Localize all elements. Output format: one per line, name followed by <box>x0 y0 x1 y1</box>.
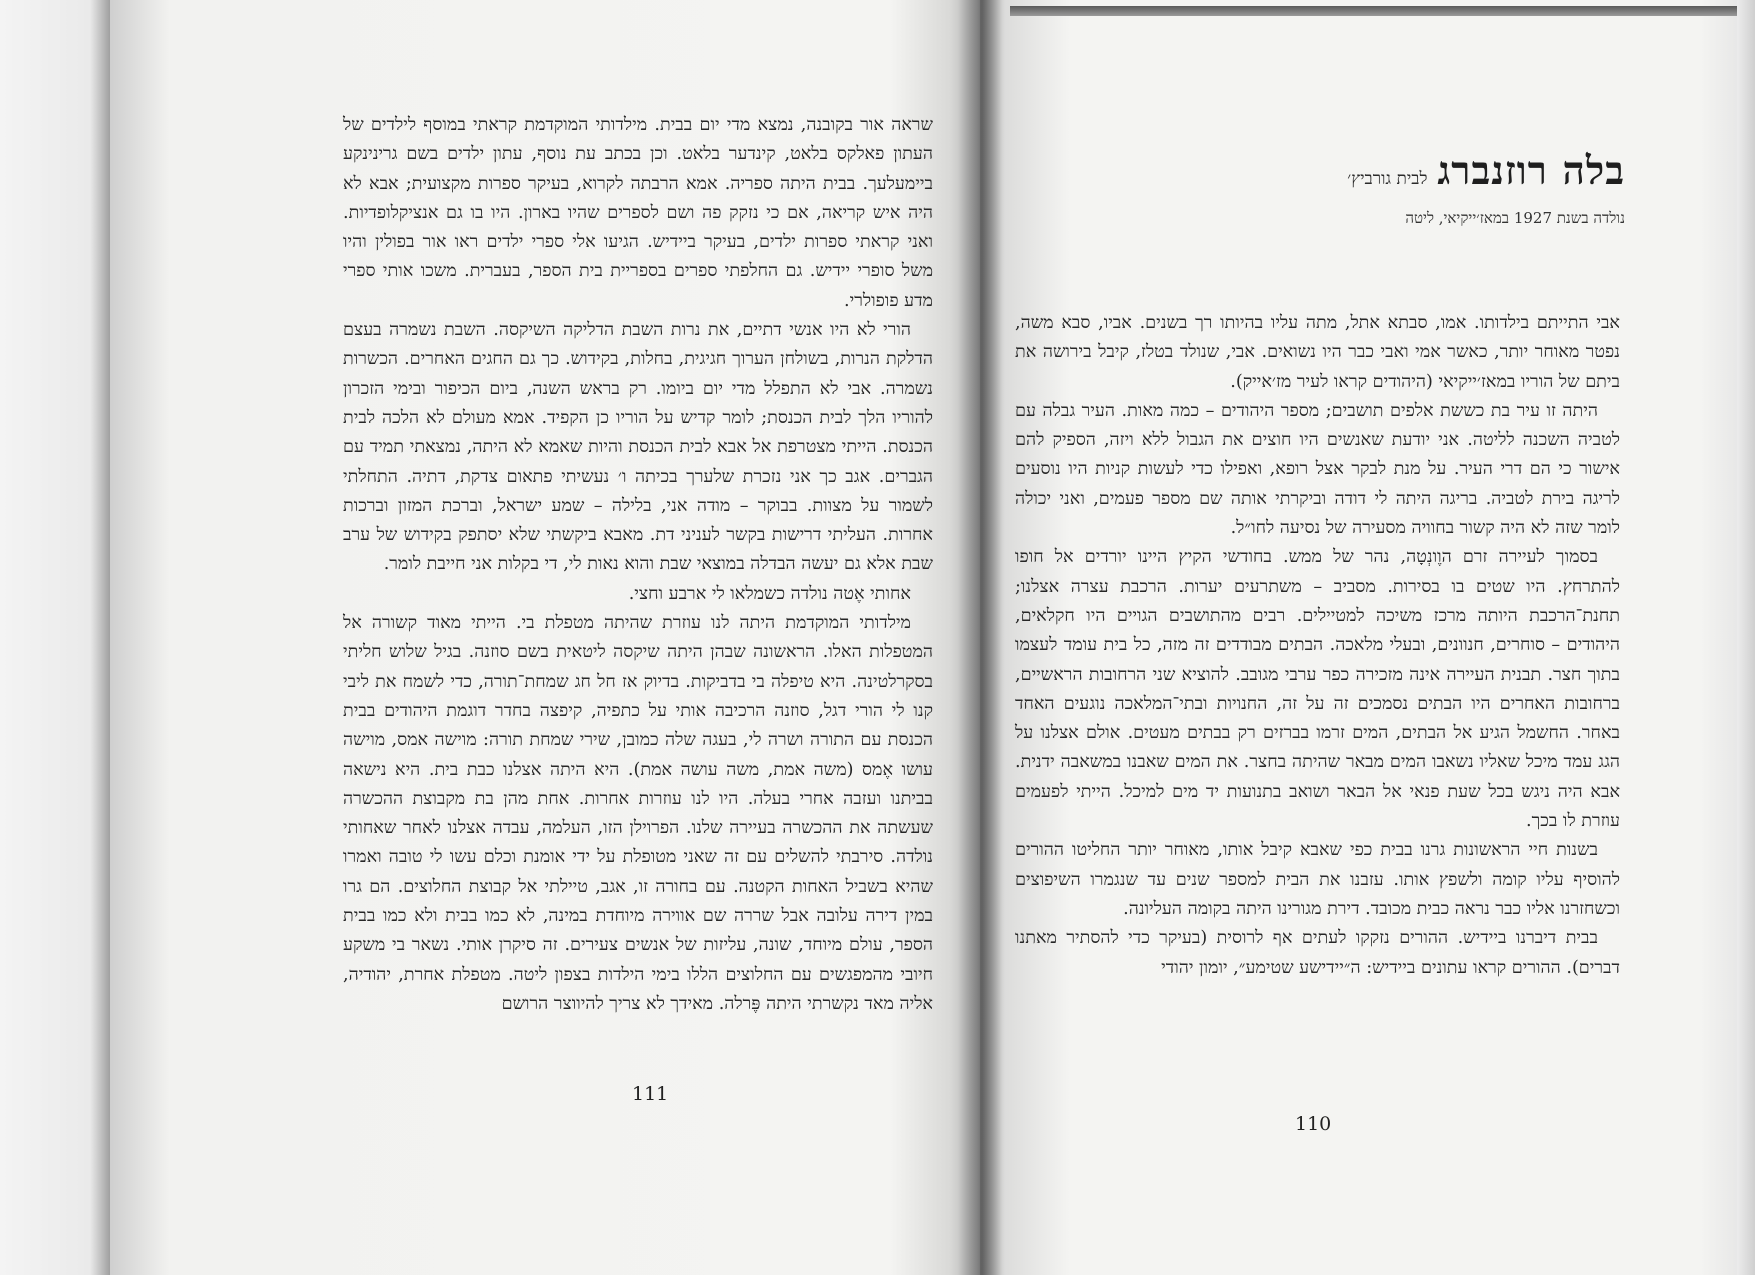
paragraph: אבי התייתם בילדותו. אמו, סבתא אתל, מתה עליו בהיותו רך בשנים. אביו, סבא משה, נפטר מאוחר יותר, כאשר אמי ואבי כבר היו נשואים. אבי, שנולד בטלז, קיבל בירושה את ביתם של הוריו במאז׳ייקיאי (היהודים קראו לעיר מז׳אייק). <box>1015 313 1620 392</box>
right-page-text <box>1015 309 1620 983</box>
paragraph: אחותי אֶטה נולדה כשמלאו לי ארבע וחצי. <box>628 583 911 604</box>
paragraph: מילדותי המוקדמת היתה לנו עוזרת שהיתה מטפלת בי. הייתי מאוד קשורה אל המטפלות האלו. הראשונה שבהן היתה שיקסה ליטאית בשם סוזנה. בגיל שלוש חליתי בסקרלטינה. היא טיפלה בי בדביקות. בדיוק אז חל חג שמחת־תורה, כדי לשמח את ליבי קנו לי הורי דגל, סוזנה הרכיבה אותי על כתפיה, קיפצה בחדר דוגמת היהודים בבית הכנסת עם התורה ושרה לי, בעגה שלה כמובן, שירי שמחת תורה: מוישה אמס, מוישה עושו אֶמס (משה אמת, משה עושה אמת). היא היתה אצלנו כבת בית. היא נישאה בביתנו ועזבה אחרי בעלה. היו לנו עוזרות אחרות. אחת מהן בת מקבוצת ההכשרה שעשתה את ההכשרה בעיירה שלנו. הפרוילן הזו, העלמה, עבדה אצלנו לאחר שאחותי נולדה. סירבתי להשלים עם זה שאני מטופלת על ידי אומנת וכלם עשו לי טובה ואמרו שהיא בשביל האחות הקטנה. עם בחורה זו, אגב, טיילתי אל קבוצת החלוצים. הם גרו במין דירה עלובה אבל שררה שם אווירה מיוחדת במינה, לא כמו בבית ולא כמו בבית הספר, עולם מיוחד, שונה, עליזות של אנשים צעירים. זה סיקרן אותי. נשאר בי משקע חיובי מהמפגשים עם החלוצים הללו בימי הילדות בצפון ליטה. מטפלת אחרת, יהודיה, אליה מאד נקשרתי היתה פֶּרלה. מאידך לא צריך להיווצר הרושם <box>343 613 933 1014</box>
paragraph: בשנות חיי הראשונות גרנו בבית כפי שאבא קיבל אותו, מאוחר יותר החליטו ההורים להוסיף עליו קומה ולשפץ אותו. עזבנו את הבית למספר שנים עד שנגמרו השיפוצים וכשחזרנו אליו כבר נראה כבית מכובד. דירת מגורינו היתה בקומה העליונה. <box>1015 840 1620 919</box>
page-number-left: 111 <box>632 1083 669 1105</box>
scan-margin-right <box>1737 0 1755 1275</box>
paragraph: בסמוך לעיירה זרם הוֶונְטָה, נהר של ממש. בחודשי הקיץ היינו יורדים אל חופו להתרחץ. היו שטים בו בסירות. מסביב – משתרעים יערות. הרכבת עצרה אצלנו; תחנת־הרכבת היותה מרכז משיכה למטיילים. רבים מהתושבים הגויים היו חקלאים, היהודים – סוחרים, חנוונים, ובעלי מלאכה. הבתים מבודדים זה מזה, כל בית עומד לעצמו בתוך חצר. תבנית העיירה אינה מזכירה כפר ערבי מגובב. להוציא שני הרחובות הראשיים, ברחובות האחרים היו הבתים נסמכים זה על זה, החנויות ובתי־המלאכה נוגעים האחד באחר. החשמל הגיע אל הבתים, המים זרמו בברזים רק בבתים מעטים. אולם אצלנו על הגג עמד מיכל שאליו נשאבו המים מבאר שהיתה בחצר. את המים שאבנו במשאבה ידנית. אבא היה ניגש בכל שעת פנאי אל הבאר ושואב בתנועות יד מים למיכל. הייתי לפעמים עוזרת לו בכך. <box>1015 547 1620 832</box>
book-spine-shadow <box>958 0 1002 1275</box>
paragraph: היתה זו עיר בת כששת אלפים תושבים; מספר היהודים – כמה מאות. העיר גבלה עם לטביה השכנה לליטה. אני יודעת שאנשים היו חוצים את הגבול ללא ויזה, הספיק להם אישור כי הם דרי העיר. על מנת לבקר אצל רופא, ואפילו כדי לעשות קניות היו נוסעים לריגה בירת לטביה. בריגה היתה לי דודה וביקרתי אותה שם מספר פעמים, ואני יכולה לומר שזה לא היה קשור בחוויה מסעירה של נסיעה לחו״ל. <box>1015 400 1620 539</box>
title-maiden-name: לבית גורביץ׳ <box>1347 169 1428 189</box>
paragraph: בבית דיברנו ביידיש. ההורים נזקקו לעתים אף לרוסית (בעיקר כדי להסתיר מאתנו דברים). ההורים קראו עתונים ביידיש: ה״יידישע שטימע״, יומון יהודי <box>1015 928 1620 978</box>
title-name: בלה רוזנברג <box>1437 148 1625 194</box>
chapter-subtitle: נולדה בשנת 1927 במאז׳ייקיאי, ליטה <box>1405 209 1625 227</box>
page-number-right: 110 <box>1295 1113 1332 1135</box>
paragraph: שראה אור בקובנה, נמצא מדי יום בבית. מילדותי המוקדמת קראתי במוסף לילדים של העתון פאלקס בלאט, קינדער בלאט. וכן בכתב עת נוסף, עתון ילדים בשם גרינינקע ביימעלעך. בבית היתה ספריה. אמא הרבתה לקרוא, בעיקר ספרות מקצועית; אבא לא היה איש קריאה, אם כי נזקק פה ושם לספרים שהיו בארון. היו בו גם אנציקלופדיות. ואני קראתי ספרות ילדים, בעיקר ביידיש. הגיעו אלי ספרי ילדים ראו אור בפולין והיו משל סופרי יידיש. גם החלפתי ספרים בספריית בית הספר, בעברית. משכו אותי ספרי מדע פופולרי. <box>343 115 933 311</box>
scan-top-edge <box>1010 6 1750 16</box>
paragraph: הורי לא היו אנשי דתיים, את נרות השבת הדליקה השיקסה. השבת נשמרה בעצם הדלקת הנרות, בשולחן הערוך חגיגית, בחלות, בקידוש. כך גם החגים האחרים. הכשרות נשמרה. אבי לא התפלל מדי יום ביומו. רק בראש השנה, ביום הכיפור ובימי הזכרון להוריו הלך לבית הכנסת; לומר קדיש על הוריו כן הקפיד. אמא מעולם לא הלכה לבית הכנסת. הייתי מצטרפת אל אבא לבית הכנסת והיות שאמא לא היתה, נמצאתי תמיד עם הגברים. אגב כך אני נזכרת שלערך בכיתה ו׳ נעשיתי פתאום צדקת, דתיה. התחלתי לשמור על מצוות. בבוקר – מודה אני, בלילה – שמע ישראל, וברכת המזון וברכות אחרות. העליתי דרישות בקשר לעניני דת. מאבא ביקשתי שלא יסתפק בקידוש של ערב שבת אלא גם יעשה הבדלה במוצאי שבת והוא נאות לי, די בקלות אני חייבת לומר. <box>343 320 933 575</box>
left-page-text <box>343 111 933 1019</box>
chapter-title <box>1340 148 1625 194</box>
